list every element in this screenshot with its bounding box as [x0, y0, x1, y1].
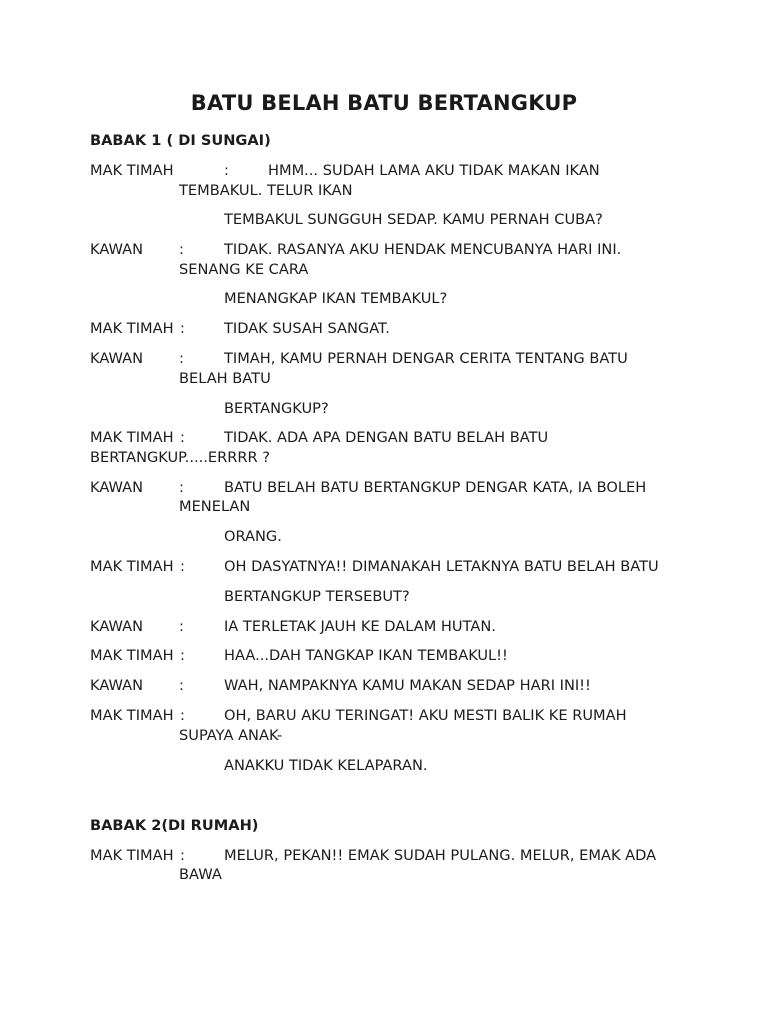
speaker-colon: :	[179, 350, 184, 367]
dialogue-line: TIMAH, KAMU PERNAH DENGAR CERITA TENTANG BATU	[224, 350, 628, 367]
speaker-colon: :	[180, 320, 185, 337]
speaker-label: KAWAN	[90, 241, 144, 258]
speaker-label: MAK TIMAH	[90, 558, 174, 575]
dialogue-line: HMM... SUDAH LAMA AKU TIDAK MAKAN IKAN	[268, 162, 600, 179]
dialogue-wrap: SUPAYA ANAK-	[179, 727, 283, 744]
dialogue-line: MELUR, PEKAN!! EMAK SUDAH PULANG. MELUR, EMAK ADA	[224, 847, 657, 864]
speaker-label: MAK TIMAH	[90, 429, 174, 446]
speaker-label: KAWAN	[90, 677, 144, 694]
scene-heading: BABAK 1 ( DI SUNGAI)	[90, 132, 271, 149]
speaker-colon: :	[180, 647, 185, 664]
dialogue-wrap: BAWA	[179, 866, 222, 883]
speaker-label: MAK TIMAH	[90, 647, 174, 664]
speaker-colon: :	[179, 241, 184, 258]
speaker-colon: :	[180, 558, 185, 575]
dialogue-line: IA TERLETAK JAUH KE DALAM HUTAN.	[224, 618, 496, 635]
dialogue-line: TIDAK. RASANYA AKU HENDAK MENCUBANYA HARI INI.	[224, 241, 622, 258]
dialogue-continuation: ANAKKU TIDAK KELAPARAN.	[224, 757, 428, 774]
speaker-colon: :	[179, 479, 184, 496]
dialogue-line: WAH, NAMPAKNYA KAMU MAKAN SEDAP HARI INI!!	[224, 677, 591, 694]
speaker-colon: :	[179, 618, 184, 635]
dialogue-continuation: BERTANGKUP TERSEBUT?	[224, 588, 410, 605]
speaker-label: KAWAN	[90, 479, 144, 496]
document-title: BATU BELAH BATU BERTANGKUP	[190, 91, 578, 115]
dialogue-wrap: MENELAN	[179, 498, 251, 515]
dialogue-wrap: SENANG KE CARA	[179, 261, 309, 278]
dialogue-line: BATU BELAH BATU BERTANGKUP DENGAR KATA, IA BOLEH	[224, 479, 647, 496]
speaker-label: MAK TIMAH	[90, 847, 174, 864]
dialogue-continuation: ORANG.	[224, 528, 282, 545]
dialogue-wrap: BERTANGKUP.....ERRRR ?	[90, 449, 271, 466]
dialogue-continuation: BERTANGKUP?	[224, 400, 329, 417]
speaker-colon: :	[180, 847, 185, 864]
dialogue-wrap: BELAH BATU	[179, 370, 271, 387]
dialogue-line: TIDAK. ADA APA DENGAN BATU BELAH BATU	[224, 429, 549, 446]
dialogue-continuation: MENANGKAP IKAN TEMBAKUL?	[224, 290, 448, 307]
dialogue-wrap: TEMBAKUL. TELUR IKAN	[179, 182, 353, 199]
dialogue-line: TIDAK SUSAH SANGAT.	[224, 320, 390, 337]
speaker-colon: :	[179, 677, 184, 694]
dialogue-line: HAA...DAH TANGKAP IKAN TEMBAKUL!!	[224, 647, 508, 664]
dialogue-continuation: TEMBAKUL SUNGGUH SEDAP. KAMU PERNAH CUBA?	[224, 211, 603, 228]
speaker-colon: :	[180, 429, 185, 446]
speaker-label: KAWAN	[90, 350, 144, 367]
speaker-label: MAK TIMAH	[90, 707, 174, 724]
dialogue-line: OH DASYATNYA!! DIMANAKAH LETAKNYA BATU BELAH BATU	[224, 558, 659, 575]
speaker-colon: :	[180, 707, 185, 724]
dialogue-line: OH, BARU AKU TERINGAT! AKU MESTI BALIK KE RUMAH	[224, 707, 627, 724]
scene-heading: BABAK 2(DI RUMAH)	[90, 817, 259, 834]
speaker-label: MAK TIMAH	[90, 162, 174, 179]
speaker-label: MAK TIMAH	[90, 320, 174, 337]
speaker-colon: :	[224, 162, 229, 179]
speaker-label: KAWAN	[90, 618, 144, 635]
